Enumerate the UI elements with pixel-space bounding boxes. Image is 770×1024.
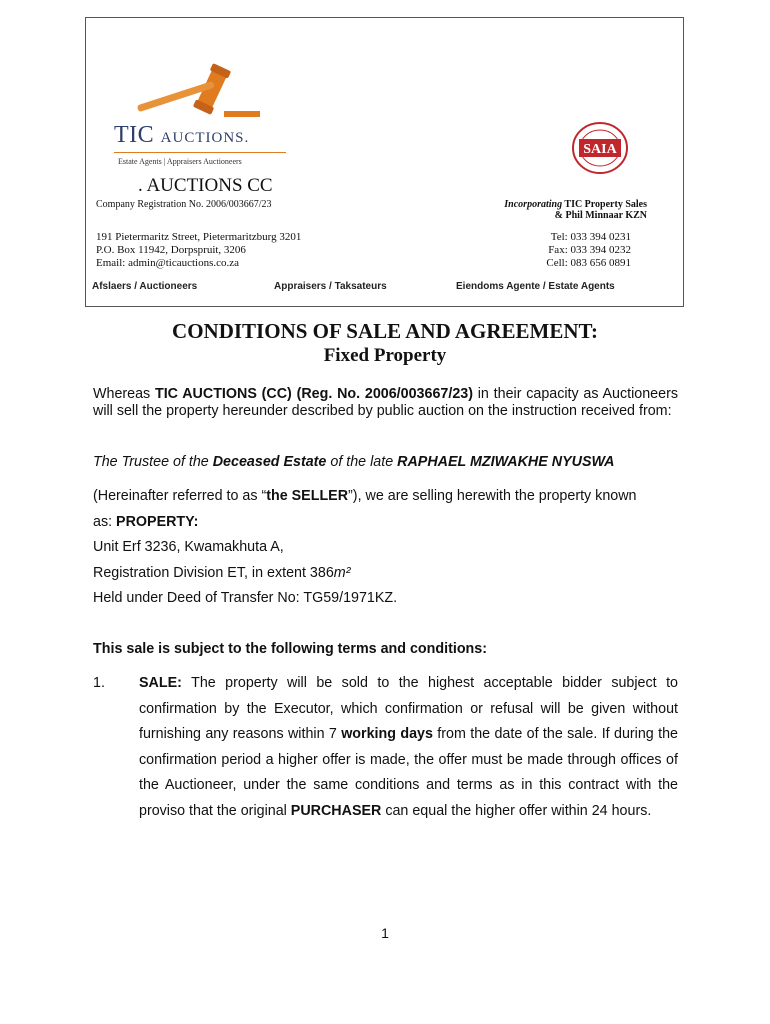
company-address: 191 Pietermaritz Street, Pietermaritzburg 3201 P.O. Box 11942, Dorpspruit, 3206 Email: admin@ticauctions.co.za — [96, 231, 302, 269]
document-title: CONDITIONS OF SALE AND AGREEMENT: — [172, 319, 598, 343]
incorporating-note: Incorporating TIC Property Sales & Phil Minnaar KZN — [504, 199, 647, 221]
saia-text: SAIA — [583, 142, 617, 157]
role-auctioneers: Afslaers / Auctioneers — [92, 281, 198, 292]
saia-seal-icon — [570, 120, 630, 176]
item-sale-text: SALE: The property will be sold to the highest acceptable bidder subject to confirmation by the Executor, which confirmation or refusal will be given without furnishing any reasons within 7 working days from the date of the sale. If during the confirmation period a higher offer is made, the offer must be made through offices of the Auctioneer, under the same conditions and terms as in this contract with the proviso that the original PURCHASER can equal the higher offer within 24 hours. — [139, 675, 678, 819]
document-subtitle: Fixed Property — [323, 345, 447, 366]
property-heading: as: PROPERTY: — [93, 514, 199, 530]
intro-paragraph: Whereas TIC AUCTIONS (CC) (Reg. No. 2006/003667/23) in their capacity as Auctioneers will sell the property hereunder described by public auction on the instruction received from: — [93, 386, 678, 419]
seller-line: The Trustee of the Deceased Estate of the late RAPHAEL MZIWAKHE NYUSWA — [93, 454, 615, 470]
property-erf: Unit Erf 3236, Kwamakhuta A, — [93, 539, 284, 555]
role-estate-agents: Eiendoms Agente / Estate Agents — [456, 281, 615, 292]
gavel-icon — [106, 63, 286, 123]
logo-tagline: Estate Agents | Appraisers Auctioneers — [118, 157, 242, 166]
company-name: . AUCTIONS CC — [138, 175, 273, 196]
property-deed: Held under Deed of Transfer No: TG59/1971KZ. — [93, 590, 398, 606]
page-number: 1 — [381, 925, 389, 941]
company-registration: Company Registration No. 2006/003667/23 — [96, 199, 272, 210]
role-appraisers: Appraisers / Taksateurs — [274, 281, 387, 292]
item-number: 1. — [93, 675, 105, 691]
logo-underline — [114, 152, 286, 153]
reference-line: (Hereinafter referred to as “the SELLER”), we are selling herewith the property known — [93, 488, 637, 504]
property-registration: Registration Division ET, in extent 386m² — [93, 565, 351, 581]
company-contact: Tel: 033 394 0231 Fax: 033 394 0232 Cell: 083 656 0891 — [546, 231, 631, 269]
logo-wordmark: TIC AUCTIONS. — [114, 122, 250, 148]
letterhead — [85, 17, 684, 307]
terms-heading: This sale is subject to the following terms and conditions: — [93, 641, 488, 657]
tic-auctions-logo — [106, 63, 286, 183]
